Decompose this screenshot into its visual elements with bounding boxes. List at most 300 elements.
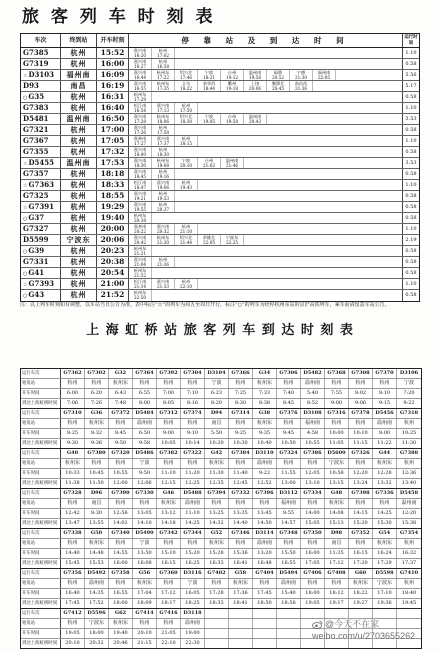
origin-station: 杭州 [301, 539, 325, 548]
arrival-time: 13:24 [349, 479, 373, 488]
origin-departure-time: 17:45 [253, 589, 277, 598]
origin-station: 宁波东 [373, 579, 397, 588]
duration: 0.58 [405, 94, 417, 100]
origin-station: 杭州 [349, 459, 373, 468]
arrival-time: 16:00 [109, 559, 133, 568]
origin-departure-time: 6:50 [133, 429, 157, 438]
origin-departure-time: 9:25 [229, 429, 253, 438]
train-number: D3114 [253, 529, 277, 538]
arrival-time: 12:45 [229, 479, 253, 488]
train-number: G7334 [301, 489, 325, 498]
watermark-url: weibo.com/u/2703655262 [312, 631, 416, 641]
stop-cell [152, 114, 175, 124]
arrival-time: 9:50 [109, 439, 133, 448]
stop-station: 杭州东 [133, 213, 147, 218]
arrival-row [21, 509, 421, 519]
arrival-time: 14:57 [277, 519, 301, 528]
train-number: G7385 [23, 48, 49, 57]
origin-departure-time: 15:36 [229, 549, 253, 558]
empty-cell [253, 639, 277, 648]
origin-station: 福州南 [301, 419, 325, 428]
stop-time: 20:42 [133, 240, 147, 245]
arrival-time: 18:41 [229, 599, 253, 608]
origin-departure-time: 8:25 [61, 429, 85, 438]
origin-station: 杭州 [61, 619, 85, 628]
train-number: G7360 [157, 569, 181, 578]
origin-station: 温州南 [401, 500, 417, 506]
origin-departure-time: 5:50 [205, 429, 229, 438]
train-number: G7374 [181, 409, 205, 418]
train-number: G7378 [349, 409, 373, 418]
train-mark: ☆ [23, 205, 28, 211]
row-label: 运行车次 [21, 569, 61, 578]
departure-time: 16:31 [97, 92, 129, 102]
stop-station: 嘉兴南 [133, 147, 147, 152]
origin-departure-time: 12:28 [373, 469, 397, 478]
stop-time: 19:53 [156, 196, 170, 201]
duration: 0.58 [405, 248, 417, 254]
row-label: 开车时间 [21, 429, 61, 438]
stop-time: 20:10 [179, 163, 193, 168]
stop-cell [152, 180, 175, 190]
origin-departure-time: 11:30 [205, 469, 229, 478]
origin-station: 杭州东 [253, 379, 277, 388]
stops-list [129, 180, 403, 190]
arrival-time: 15:45 [61, 559, 85, 568]
duration: 0.58 [405, 61, 417, 67]
stops-list [129, 246, 403, 256]
train-mark: ○ [23, 95, 28, 101]
origin-station: 杭州东 [109, 379, 133, 388]
stop-station: 杭州 [158, 48, 168, 53]
origin-station: 杭州 [277, 419, 301, 428]
origin-departure-time: 16:15 [349, 549, 373, 558]
stop-station: 上饶 [250, 81, 260, 86]
origin-departure-time: 14:48 [85, 549, 109, 558]
stop-cell [152, 103, 175, 113]
train-number: G42 [205, 449, 229, 458]
train-number: G7324 [277, 449, 301, 458]
arrival-block [21, 369, 421, 409]
train-cell [21, 48, 61, 58]
arrival-time: 15:30 [373, 519, 397, 528]
stop-time: 21:30 [294, 75, 308, 80]
origin-departure-time: 20:10 [133, 629, 157, 638]
stop-time: 18:30 [179, 119, 193, 124]
destination: 杭州 [61, 279, 97, 289]
stop-station: 宁德 [296, 70, 306, 75]
train-cell [21, 235, 61, 245]
stop-station: 嘉善南 [133, 136, 147, 141]
arrival-time: 15:20 [349, 519, 373, 528]
row-label: 开车时间 [21, 549, 61, 558]
row-label: 到达上海虹桥时间 [21, 439, 61, 448]
train-number: G50 [85, 529, 109, 538]
stops-list [129, 147, 403, 157]
origin-departure-time: 7:10 [181, 389, 205, 398]
timetable-note: 注：以上列车时刻如有调整，以车站当日公告为准。表中标注“☆”的列车为周五至周日开行，标注“○”的列车为经停杭州东站的京沪高铁列车，乘车前请留意车站公告。 [20, 302, 390, 308]
duration: 0.58 [405, 193, 417, 199]
train-number: D3106 [399, 370, 419, 376]
arrival-time: 12:25 [181, 479, 205, 488]
origin-departure-time: 18:12 [325, 589, 349, 598]
arrival-time: 19:45 [401, 600, 417, 606]
arrival-time: 8:05 [157, 399, 181, 408]
origin-station: 杭州 [403, 420, 414, 426]
train-cell [21, 224, 61, 234]
train-number: G7382 [157, 449, 181, 458]
origin-station: 宁波 [133, 539, 157, 548]
stop-station: 杭州 [158, 169, 168, 174]
arrival-time: 11:50 [85, 479, 109, 488]
row-label: 到达上海虹桥时间 [21, 399, 61, 408]
stop-cell [129, 224, 152, 234]
train-number: G7366 [229, 369, 253, 378]
stop-cell [129, 169, 152, 179]
arrival-time: 14:50 [253, 519, 277, 528]
stop-time: 21:33 [156, 284, 170, 289]
train-number: G7321 [23, 125, 49, 134]
row-label: 运行车次 [21, 449, 61, 458]
origin-departure-time: 9:35 [253, 429, 277, 438]
arrival-time: 17:29 [373, 559, 397, 568]
train-cell [21, 279, 61, 289]
stop-station: 嘉兴南 [133, 70, 147, 75]
destination: 福州南 [61, 70, 97, 80]
train-number: G7312 [157, 409, 181, 418]
stop-time: 17:29 [133, 97, 147, 102]
train-number: G7308 [349, 369, 373, 378]
stop-time: 18:45 [133, 174, 147, 179]
arrival-time: 18:17 [157, 599, 181, 608]
row-label: 始发站 [21, 499, 61, 508]
stop-time: 18:30 [133, 163, 147, 168]
stop-cell [152, 59, 175, 69]
arrival-time: 16:41 [229, 559, 253, 568]
origin-departure-time: 21:05 [157, 629, 181, 638]
origin-departure-time: 8:30 [85, 509, 109, 518]
departure-time: 17:53 [97, 158, 129, 168]
train-number: D94 [205, 409, 229, 418]
stop-time: 17:26 [133, 130, 147, 135]
origin-departure-time: 9:00 [157, 429, 181, 438]
stop-cell [129, 125, 152, 135]
stop-cell [175, 279, 198, 289]
origin-station: 温州南 [253, 539, 277, 548]
departure-row [21, 125, 419, 136]
duration: 1.10 [405, 138, 417, 144]
train-number: G7302 [85, 369, 109, 378]
origin-departure-time: 10:45 [85, 469, 109, 478]
stops-list [129, 213, 403, 223]
train-number: D98 [325, 529, 349, 538]
stop-cell [152, 125, 175, 135]
train-number: G7391 [28, 202, 54, 211]
train-number: G7355 [23, 147, 49, 156]
origin-station: 杭州东 [61, 459, 85, 468]
origin-station: 温州南 [85, 579, 109, 588]
arrival-time: 8:00 [133, 399, 157, 408]
origin-station: 杭州东 [325, 499, 349, 508]
stop-time: 22:25 [225, 240, 239, 245]
train-number: G7406 [301, 569, 325, 578]
row-label: 到达上海虹桥时间 [21, 519, 61, 528]
stop-station: 杭州 [158, 202, 168, 207]
stop-time: 19:58 [225, 119, 239, 124]
departure-row [21, 114, 419, 125]
empty-cell [205, 629, 229, 638]
row-label: 开车时间 [21, 629, 61, 638]
origin-station: 杭州 [85, 379, 109, 388]
arrival-time: 17:37 [401, 560, 417, 566]
origin-departure-time: 4:58 [301, 429, 325, 438]
departure-time: 16:50 [97, 114, 129, 124]
stop-station: 杭州 [158, 59, 168, 64]
origin-departure-time: 15:28 [205, 549, 229, 558]
stop-cell [290, 81, 313, 91]
stop-station: 金华西 [202, 81, 216, 86]
departure-row [21, 246, 419, 257]
stop-time: 21:14 [133, 284, 147, 289]
train-number: G7368 [325, 369, 349, 378]
origin-station: 温州南 [301, 379, 325, 388]
arrival-time: 8:52 [301, 399, 325, 408]
arrival-time: 12:52 [253, 479, 277, 488]
origin-departure-time: 18:22 [349, 589, 373, 598]
origin-station: 杭州 [61, 499, 85, 508]
stop-station: 嘉兴南 [156, 279, 170, 284]
origin-station: 杭州 [325, 419, 349, 428]
train-mark: ☆ [23, 183, 28, 189]
train-number: G7306 [277, 369, 301, 378]
header-destination: 终到站 [61, 34, 97, 47]
origin-station: 南昌 [205, 419, 229, 428]
origin-station: 杭州 [61, 579, 85, 588]
destination: 杭州 [61, 213, 97, 223]
train-number: G7380 [85, 449, 109, 458]
stop-station: 嘉兴南 [133, 114, 147, 119]
stop-time: 18:21 [202, 75, 216, 80]
train-cell [21, 180, 61, 190]
arrival-row [21, 499, 421, 509]
origin-departure-time: 14:55 [109, 549, 133, 558]
stop-cell [129, 213, 152, 223]
train-cell [21, 114, 61, 124]
origin-departure-time: 14:00 [301, 509, 325, 518]
stop-cell [129, 136, 152, 146]
origin-departure-time: 14:25 [373, 509, 397, 518]
train-number: D5484 [133, 409, 157, 418]
train-number: D5596 [85, 609, 109, 618]
train-cell [21, 70, 61, 80]
empty-cell [205, 609, 229, 618]
destination: 杭州 [61, 136, 97, 146]
origin-departure-time: 7:25 [229, 389, 253, 398]
train-cell [21, 136, 61, 146]
arrival-time: 13:47 [61, 519, 85, 528]
train-number: G7348 [277, 529, 301, 538]
origin-station: 杭州 [373, 499, 397, 508]
stop-station: 杭州 [158, 191, 168, 196]
arrival-timetable [20, 368, 422, 649]
stop-time: 20:06 [248, 86, 262, 91]
stop-cell [267, 81, 290, 91]
origin-station: 福州南 [277, 499, 301, 508]
stop-cell [129, 114, 152, 124]
stop-time: 22:05 [202, 240, 216, 245]
arrival-time: 20:10 [61, 639, 85, 648]
origin-station: 杭州东 [205, 539, 229, 548]
origin-departure-time: 13:20 [253, 549, 277, 558]
origin-station: 杭州东 [229, 579, 253, 588]
empty-cell [229, 629, 253, 638]
origin-station: 杭州 [157, 539, 181, 548]
departure-rows [21, 48, 419, 301]
stop-time: 19:06 [156, 185, 170, 190]
empty-cell [349, 609, 373, 618]
arrival-row [21, 449, 421, 459]
stop-cell [175, 114, 198, 124]
arrival-time: 10:14 [181, 439, 205, 448]
stop-cell [129, 202, 152, 212]
arrival-time: 17:45 [61, 599, 85, 608]
origin-station: 南昌 [325, 539, 349, 548]
origin-departure-time: 13:45 [253, 509, 277, 518]
stop-time: 16:55 [133, 86, 147, 91]
train-number: G7304 [181, 369, 205, 378]
origin-station: 杭州 [373, 379, 397, 388]
stop-time: 20:38 [133, 218, 147, 223]
stop-station: 嘉兴南 [133, 158, 147, 163]
empty-cell [229, 609, 253, 618]
origin-departure-time: 5:40 [301, 389, 325, 398]
origin-departure-time: 10:10 [349, 429, 373, 438]
train-number: G7327 [23, 224, 49, 233]
departure-row [21, 268, 419, 279]
arrival-row [21, 379, 421, 389]
origin-station: 杭州 [181, 539, 205, 548]
train-number: D3110 [253, 449, 277, 458]
stop-cell [152, 235, 175, 245]
origin-departure-time: 6:43 [109, 389, 133, 398]
stop-station: 松江南 [133, 103, 147, 108]
arrival-time: 10:20 [205, 439, 229, 448]
stop-station: 杭州东 [133, 290, 147, 295]
origin-station: 南昌 [85, 499, 109, 508]
stop-time: 17:46 [179, 75, 193, 80]
train-number: G32 [109, 369, 133, 378]
arrival-time: 12:35 [205, 479, 229, 488]
train-number: G7358 [109, 569, 133, 578]
origin-departure-time: 8:10 [373, 389, 397, 398]
arrival-time: 18:09 [133, 599, 157, 608]
origin-station: 杭州 [229, 499, 253, 508]
train-number: G7320 [109, 449, 133, 458]
stop-station: 嘉善南 [133, 224, 147, 229]
weibo-logo-icon [312, 620, 323, 629]
train-number: G52 [205, 529, 229, 538]
stop-cell [129, 180, 152, 190]
arrival-time: 18:50 [253, 599, 277, 608]
stop-cell [152, 224, 175, 234]
destination: 杭州 [61, 92, 97, 102]
duration: 0.58 [405, 292, 417, 298]
train-number: G58 [229, 569, 253, 578]
origin-departure-time: 10:58 [325, 469, 349, 478]
stop-time: 21:36 [294, 86, 308, 91]
empty-cell [277, 639, 301, 648]
duration: 5.17 [405, 83, 417, 89]
origin-station: 杭州 [349, 499, 373, 508]
stop-time: 19:21 [133, 196, 147, 201]
stop-cell [152, 70, 175, 80]
train-number: G7416 [157, 609, 181, 618]
stop-cell [152, 191, 175, 201]
stop-cell [175, 180, 198, 190]
departure-row [21, 180, 419, 191]
stop-cell [198, 81, 221, 91]
arrival-time: 17:05 [301, 559, 325, 568]
stop-cell [313, 70, 336, 80]
stop-station: 温州南 [248, 70, 262, 75]
origin-station: 杭州 [349, 379, 373, 388]
row-label: 始发站 [21, 459, 61, 468]
arrival-time: 19:17 [325, 599, 349, 608]
origin-station: 杭州 [109, 459, 133, 468]
train-number: G37 [28, 213, 45, 222]
origin-station: 杭州 [403, 580, 414, 586]
departure-time: 20:38 [97, 257, 129, 267]
stop-cell [175, 224, 198, 234]
arrival-row [21, 369, 421, 379]
departure-time: 16:40 [97, 103, 129, 113]
origin-station: 宁波 [181, 579, 205, 588]
arrival-row [21, 559, 421, 569]
origin-station: 杭州 [301, 579, 325, 588]
stop-station: 温州南 [225, 158, 239, 163]
origin-station: 温州南 [277, 579, 301, 588]
arrival-time: 10:40 [253, 439, 277, 448]
origin-station: 杭州 [133, 379, 157, 388]
train-number: G39 [28, 246, 45, 255]
stop-station: 嘉兴南 [133, 48, 147, 53]
stop-station: 嘉兴南 [133, 257, 147, 262]
origin-departure-time: 18:40 [401, 590, 417, 596]
row-label: 运行车次 [21, 369, 61, 378]
stop-station: 杭州东 [156, 158, 170, 163]
stop-cell [244, 81, 267, 91]
stop-cell [267, 70, 290, 80]
stop-station: 嘉兴南 [133, 81, 147, 86]
stop-time: 18:00 [133, 152, 147, 157]
stop-cell [129, 59, 152, 69]
duration: 1.10 [405, 182, 417, 188]
row-label: 运行车次 [21, 489, 61, 498]
train-cell [21, 81, 61, 91]
arrival-time: 21:15 [133, 639, 157, 648]
arrival-time: 15:53 [85, 559, 109, 568]
stop-station: 杭州东 [156, 81, 170, 86]
destination: 杭州 [61, 103, 97, 113]
origin-station: 温州南 [133, 419, 157, 428]
train-number: G7328 [61, 489, 85, 498]
origin-departure-time: 18:00 [85, 629, 109, 638]
arrival-row [21, 439, 421, 449]
arrival-time: 20:32 [85, 639, 109, 648]
origin-departure-time: 13:05 [133, 509, 157, 518]
origin-station: 杭州东 [85, 539, 109, 548]
arrival-row [21, 579, 421, 589]
